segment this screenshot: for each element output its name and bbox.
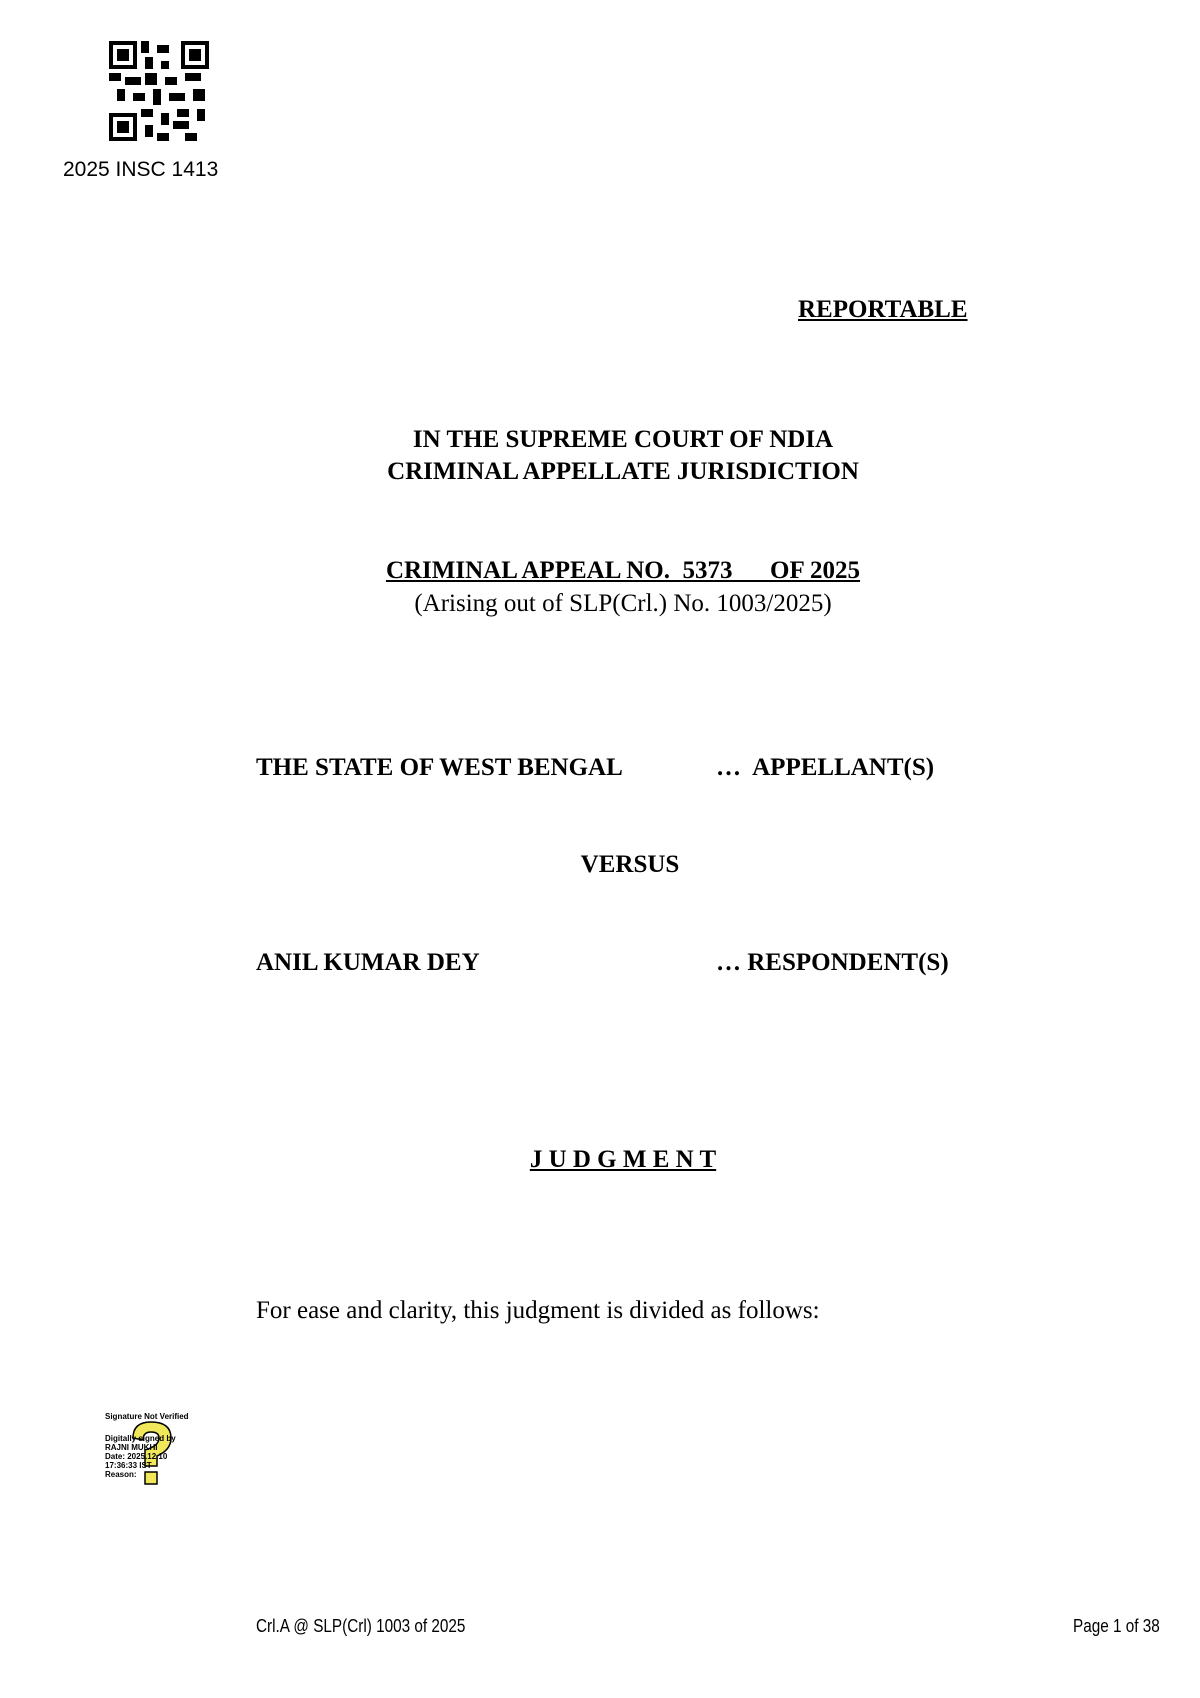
jurisdiction: CRIMINAL APPELLATE JURISDICTION [387, 458, 859, 485]
signature-line: Date: 2025.12.10 [105, 1452, 168, 1461]
signature-line: Digitally signed by [105, 1434, 176, 1443]
footer-case-reference: Crl.A @ SLP(Crl) 1003 of 2025 [256, 1616, 466, 1636]
arising-from: (Arising out of SLP(Crl.) No. 1003/2025) [414, 590, 832, 617]
signature-line: Reason: [105, 1470, 137, 1479]
digital-signature-block [105, 1412, 195, 1502]
signature-line: 17:36:33 IST [105, 1461, 152, 1470]
signature-line: RAJNI MUKHI [105, 1443, 158, 1452]
appellant-role: … APPELLANT(S) [716, 754, 935, 781]
versus: VERSUS [580, 851, 680, 878]
neutral-citation: 2025 INSC 1413 [63, 158, 219, 181]
appellant-name: THE STATE OF WEST BENGAL [256, 754, 623, 781]
judgment-heading: J U D G M E N T [529, 1146, 717, 1173]
intro-paragraph: For ease and clarity, this judgment is divided as follows: [256, 1297, 820, 1324]
page-number: Page 1 of 38 [1073, 1616, 1160, 1636]
signature-status: Signature Not Verified [105, 1412, 189, 1421]
reportable-label: REPORTABLE [798, 296, 968, 323]
respondent-name: ANIL KUMAR DEY [256, 949, 480, 976]
court-name: IN THE SUPREME COURT OF NDIA [412, 426, 834, 453]
respondent-role: … RESPONDENT(S) [716, 949, 949, 976]
qr-code [109, 41, 209, 141]
case-number: CRIMINAL APPEAL NO. 5373 OF 2025 [385, 557, 861, 584]
